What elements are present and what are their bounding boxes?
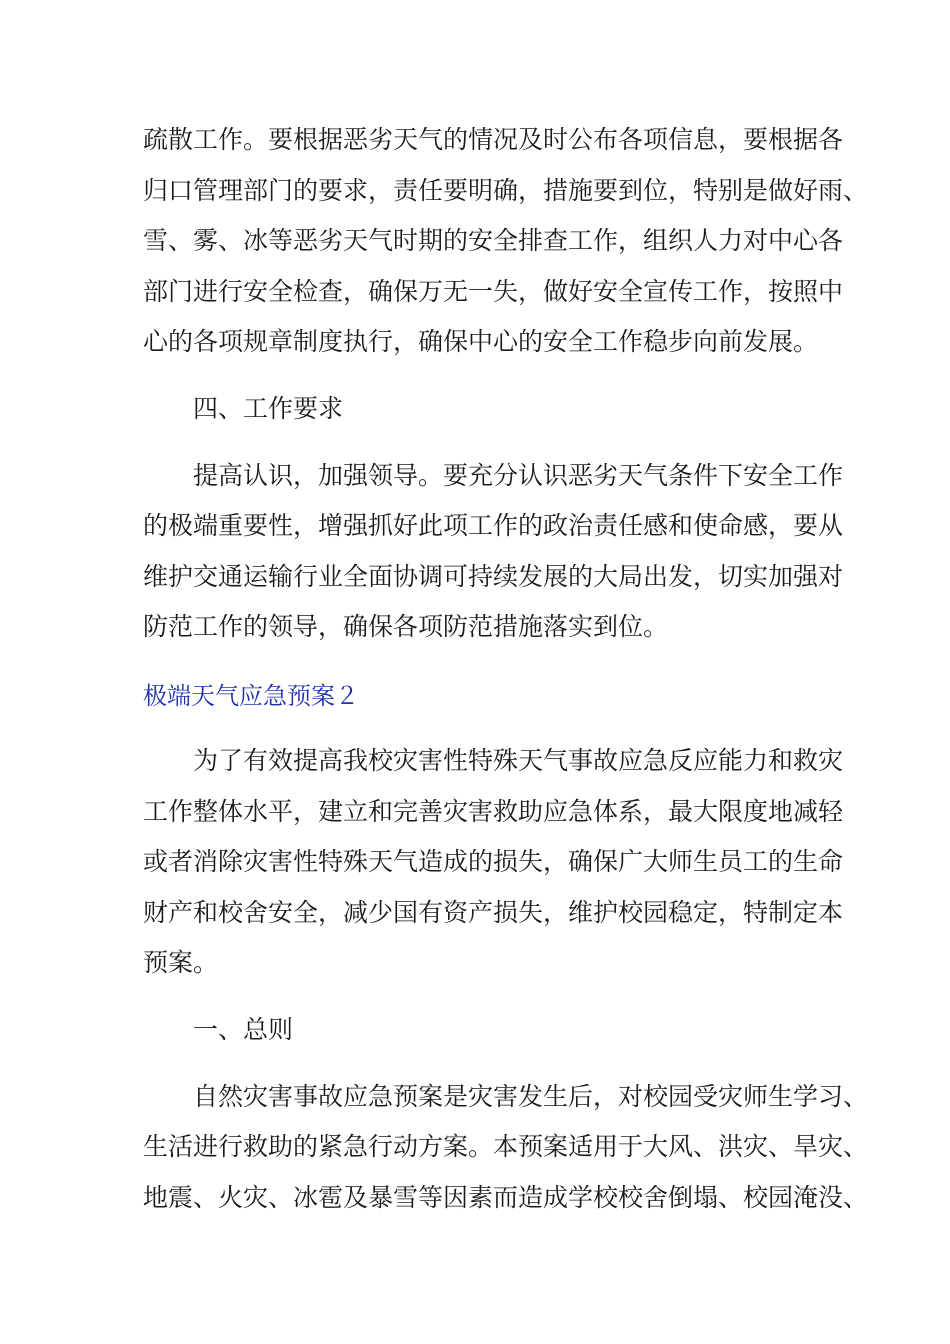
paragraph4-line-3: 地震、火灾、冰雹及暴雪等因素而造成学校校舍倒塌、校园淹没、 — [143, 1183, 869, 1212]
paragraph1-line-3: 雪、雾、冰等恶劣天气时期的安全排查工作，组织人力对中心各 — [143, 226, 844, 255]
paragraph3-line-2: 工作整体水平，建立和完善灾害救助应急体系，最大限度地减轻 — [143, 797, 844, 826]
paragraph1-line-5: 心的各项规章制度执行，确保中心的安全工作稳步向前发展。 — [143, 327, 819, 356]
paragraph2-line-3: 维护交通运输行业全面协调可持续发展的大局出发，切实加强对 — [143, 562, 844, 591]
paragraph2-line-2: 的极端重要性，增强抓好此项工作的政治责任感和使命感，要从 — [143, 511, 844, 540]
paragraph2-line-4: 防范工作的领导，确保各项防范措施落实到位。 — [143, 612, 669, 641]
paragraph4-line-2: 生活进行救助的紧急行动方案。本预案适用于大风、洪灾、旱灾、 — [143, 1132, 869, 1161]
section1-heading: 一、总则 — [193, 1015, 294, 1044]
paragraph1-line-4: 部门进行安全检查，确保万无一失，做好安全宣传工作，按照中 — [143, 277, 844, 306]
paragraph1-line-2: 归口管理部门的要求，责任要明确，措施要到位，特别是做好雨、 — [143, 176, 869, 205]
plan2-heading: 极端天气应急预案２ — [143, 682, 359, 710]
paragraph3-line-4: 财产和校舍安全，减少国有资产损失，维护校园稳定，特制定本 — [143, 898, 844, 927]
paragraph4-line-1: 自然灾害事故应急预案是灾害发生后，对校园受灾师生学习、 — [193, 1082, 869, 1111]
paragraph3-line-1: 为了有效提高我校灾害性特殊天气事故应急反应能力和救灾 — [193, 746, 844, 775]
paragraph1-line-1: 疏散工作。要根据恶劣天气的情况及时公布各项信息，要根据各 — [143, 125, 844, 154]
paragraph2-line-1: 提高认识，加强领导。要充分认识恶劣天气条件下安全工作 — [193, 461, 844, 490]
section4-heading: 四、工作要求 — [193, 394, 344, 423]
paragraph3-line-5: 预案。 — [143, 948, 219, 977]
paragraph3-line-3: 或者消除灾害性特殊天气造成的损失，确保广大师生员工的生命 — [143, 847, 844, 876]
